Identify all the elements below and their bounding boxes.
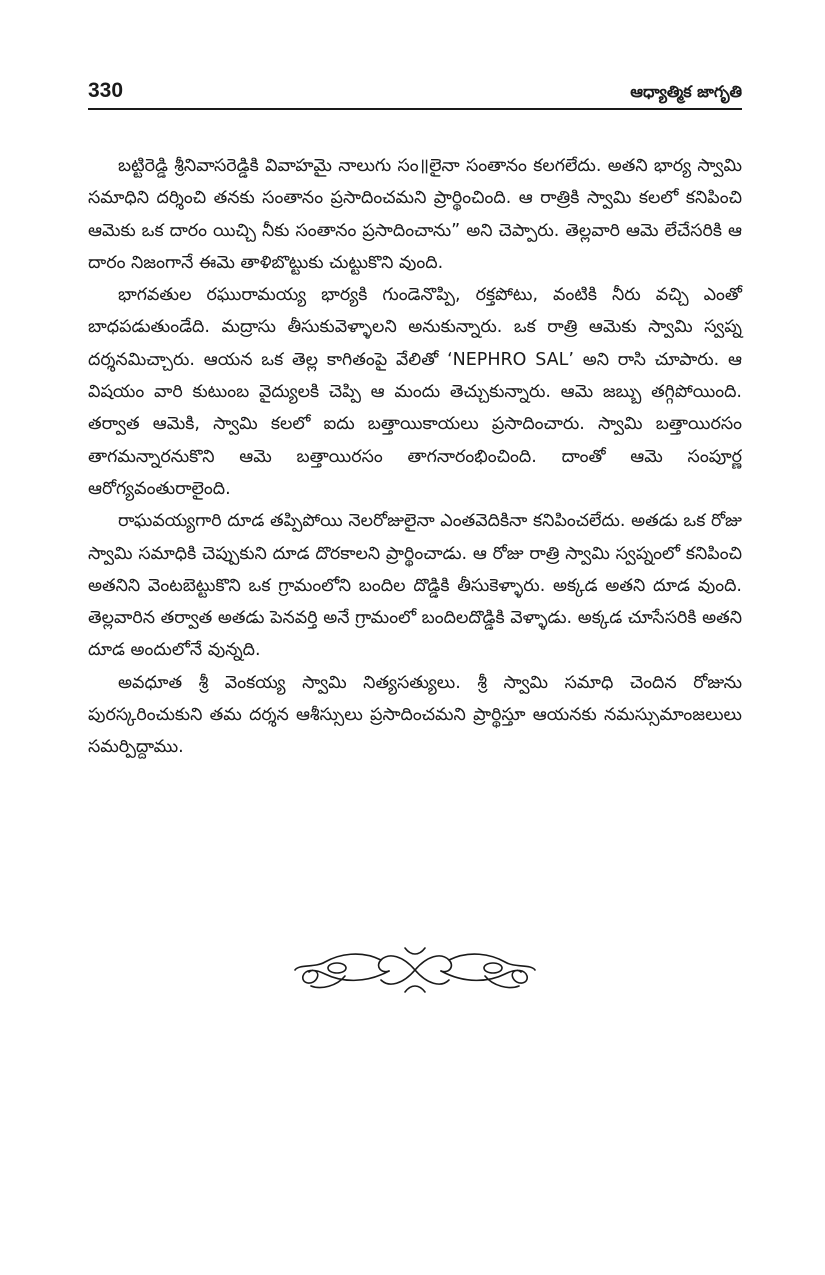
page-number: 330	[88, 79, 124, 102]
paragraph: రాఘవయ్యగారి దూడ తప్పిపోయి నెలరోజులైనా ఎంతవెదికినా కనిపించలేదు. అతడు ఒక రోజు స్వామి సమాధికి చెప్పుకుని దూడ దొరకాలని ప్రార్థించాడు. ఆ రోజు రాత్రి స్వామి స్వప్నంలో కనిపించి అతనిని వెంటబెట్టుకొని ఒక గ్రామంలోని బందిల దొడ్డికి తీసుకెళ్ళారు. అక్కడ అతని దూడ వుంది. తెల్లవారిన తర్వాత అతడు పెనవర్తి అనే గ్రామంలో బందిలదొడ్డికి వెళ్ళాడు. అక్కడ చూసేసరికి అతని దూడ అందులోనే వున్నది.	[88, 511, 742, 661]
paragraph: బట్టిరెడ్డి శ్రీనివాసరెడ్డికి వివాహమై నాలుగు సం॥లైనా సంతానం కలగలేదు. అతని భార్య స్వామి సమాధిని దర్శించి తనకు సంతానం ప్రసాదించమని ప్రార్థించింది. ఆ రాత్రికి స్వామి కలలో కనిపించి ఆమెకు ఒక దారం యిచ్చి నీకు సంతానం ప్రసాదించాను” అని చెప్పారు. తెల్లవారి ఆమె లేచేసరికి ఆ దారం నిజంగానే ఈమె తాళిబొట్టుకు చుట్టుకొని వుంది.	[88, 156, 742, 273]
paragraph: అవధూత శ్రీ వెంకయ్య స్వామి నిత్యసత్యులు. శ్రీ స్వామి సమాధి చెందిన రోజును పురస్కరించుకుని తమ దర్శన ఆశీస్సులు ప్రసాదించమని ప్రార్థిస్తూ ఆయనకు నమస్సుమాంజలులు సమర్పిద్దాము.	[88, 672, 742, 758]
paragraph: భాగవతుల రఘురామయ్య భార్యకి గుండెనొప్పి, రక్తపోటు, వంటికి నీరు వచ్చి ఎంతో బాధపడుతుండేది. మద్రాసు తీసుకువెళ్ళాలని అనుకున్నారు. ఒక రాత్రి ఆమెకు స్వామి స్వప్న దర్శనమిచ్చారు. ఆయన ఒక తెల్ల కాగితంపై వేలితో ‘NEPHRO SAL’ అని రాసి చూపారు. ఆ విషయం వారి కుటుంబ వైద్యులకి చెప్పి ఆ మందు తెచ్చుకున్నారు. ఆమె జబ్బు తగ్గిపోయింది. తర్వాత ఆమెకి, స్వామి కలలో ఐదు బత్తాయికాయలు ప్రసాదించారు. స్వామి బత్తాయిరసం తాగమన్నారనుకొని ఆమె బత్తాయిరసం తాగనారంభించింది. దాంతో ఆమె సంపూర్ణ ఆరోగ్యవంతురాలైంది.	[88, 285, 742, 499]
running-title: ఆధ్యాత్మిక జాగృతి	[630, 82, 742, 101]
body-text	[88, 150, 742, 764]
flourish-ornament-icon	[285, 940, 545, 998]
page-header	[88, 78, 742, 110]
